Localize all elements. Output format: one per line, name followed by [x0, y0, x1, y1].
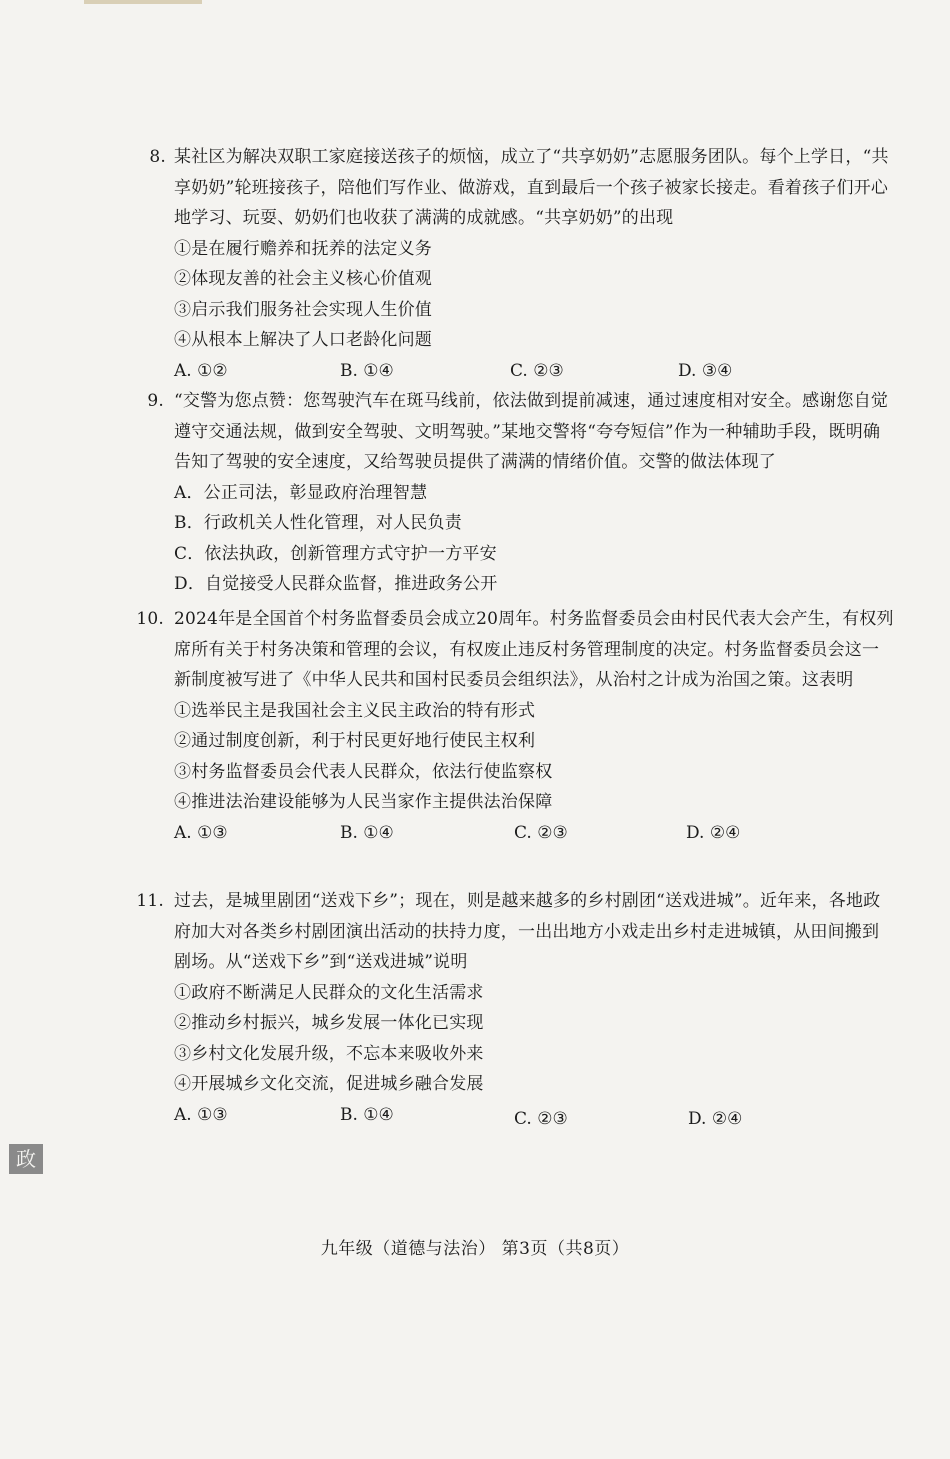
question-stem — [0, 604, 894, 696]
choice-b: B. ①④ — [340, 1104, 394, 1125]
question-text: 过去，是城里剧团“送戏下乡”；现在，则是越来越多的乡村剧团“送戏进城”。近年来，各地政府加大对各类乡村剧团演出活动的扶持力度，一出出地方小戏走出乡村走进城镇，从田间搬到剧场。从“送戏下乡”到“送戏进城”说明 — [174, 891, 881, 972]
statement-4: ④推进法治建设能够为人民当家作主提供法治保障 — [174, 792, 553, 812]
question-stem — [0, 886, 894, 978]
question-number: 11. — [136, 891, 164, 911]
question-9 — [0, 386, 950, 600]
choice-d: D. ②④ — [688, 1108, 743, 1129]
statement-4: ④从根本上解决了人口老龄化问题 — [174, 330, 432, 350]
question-text: 2024年是全国首个村务监督委员会成立20周年。村务监督委员会由村民代表大会产生，有权列席所有关于村务决策和管理的会议，有权废止违反村务管理制度的决定。村务监督委员会这一新制度被写进了《中华人民共和国村民委员会组织法》，从治村之计成为治国之策。这表明 — [174, 609, 894, 690]
choice-b: B. ①④ — [340, 822, 394, 843]
statement-4: ④开展城乡文化交流，促进城乡融合发展 — [174, 1074, 484, 1094]
statement-2: ②推动乡村振兴，城乡发展一体化已实现 — [174, 1013, 484, 1033]
choice-c: C. ②③ — [514, 1108, 568, 1129]
question-number: 8. — [149, 147, 166, 167]
statement-1: ①选举民主是我国社会主义民主政治的特有形式 — [174, 700, 536, 721]
subject-tab: 政 — [9, 1144, 43, 1174]
question-number: 9. — [147, 391, 164, 411]
option-a: A．公正司法，彰显政府治理智慧 — [174, 482, 428, 503]
option-d: D．自觉接受人民群众监督，推进政务公开 — [174, 574, 498, 594]
option-b: B．行政机关人性化管理，对人民负责 — [174, 513, 462, 533]
question-8 — [0, 142, 950, 388]
page-footer: 九年级（道德与法治） 第3页（共8页） — [320, 1239, 630, 1259]
question-text: 某社区为解决双职工家庭接送孩子的烦恼，成立了“共享奶奶”志愿服务团队。每个上学日，“共享奶奶”轮班接孩子，陪他们写作业、做游戏，直到最后一个孩子被家长接走。看着孩子们开心地学习、玩耍、奶奶们也收获了满满的成就感。“共享奶奶”的出现 — [174, 147, 889, 228]
question-11 — [0, 886, 950, 1132]
statement-1: ①是在履行赡养和抚养的法定义务 — [174, 238, 432, 259]
choice-a: A. ①③ — [174, 1104, 228, 1125]
choice-a: A. ①③ — [174, 822, 228, 843]
choice-row — [0, 818, 950, 850]
question-number: 10. — [136, 609, 164, 629]
question-stem — [0, 386, 894, 478]
statement-2: ②体现友善的社会主义核心价值观 — [174, 269, 432, 289]
choice-c: C. ②③ — [510, 360, 564, 381]
choice-d: D. ③④ — [678, 360, 733, 381]
choice-d: D. ②④ — [686, 822, 741, 843]
statement-2: ②通过制度创新，利于村民更好地行使民主权利 — [174, 731, 536, 751]
statement-3: ③乡村文化发展升级，不忘本来吸收外来 — [174, 1043, 484, 1064]
option-c: C．依法执政，创新管理方式守护一方平安 — [174, 543, 497, 564]
choice-b: B. ①④ — [340, 360, 394, 381]
question-text: “交警为您点赞：您驾驶汽车在斑马线前，依法做到提前减速，通过速度相对安全。感谢您自觉遵守交通法规，做到安全驾驶、文明驾驶。”某地交警将“夸夸短信”作为一种辅助手段，既明确告知了驾驶的安全速度，又给驾驶员提供了满满的情绪价值。交警的做法体现了 — [174, 391, 889, 472]
statement-3: ③村务监督委员会代表人民群众，依法行使监察权 — [174, 761, 553, 782]
question-stem — [0, 142, 894, 234]
statement-3: ③启示我们服务社会实现人生价值 — [174, 299, 432, 320]
statement-1: ①政府不断满足人民群众的文化生活需求 — [174, 982, 484, 1003]
choice-c: C. ②③ — [514, 822, 568, 843]
choice-row — [0, 1100, 950, 1132]
choice-a: A. ①② — [174, 360, 228, 381]
question-10 — [0, 604, 950, 850]
choice-row — [0, 356, 950, 388]
